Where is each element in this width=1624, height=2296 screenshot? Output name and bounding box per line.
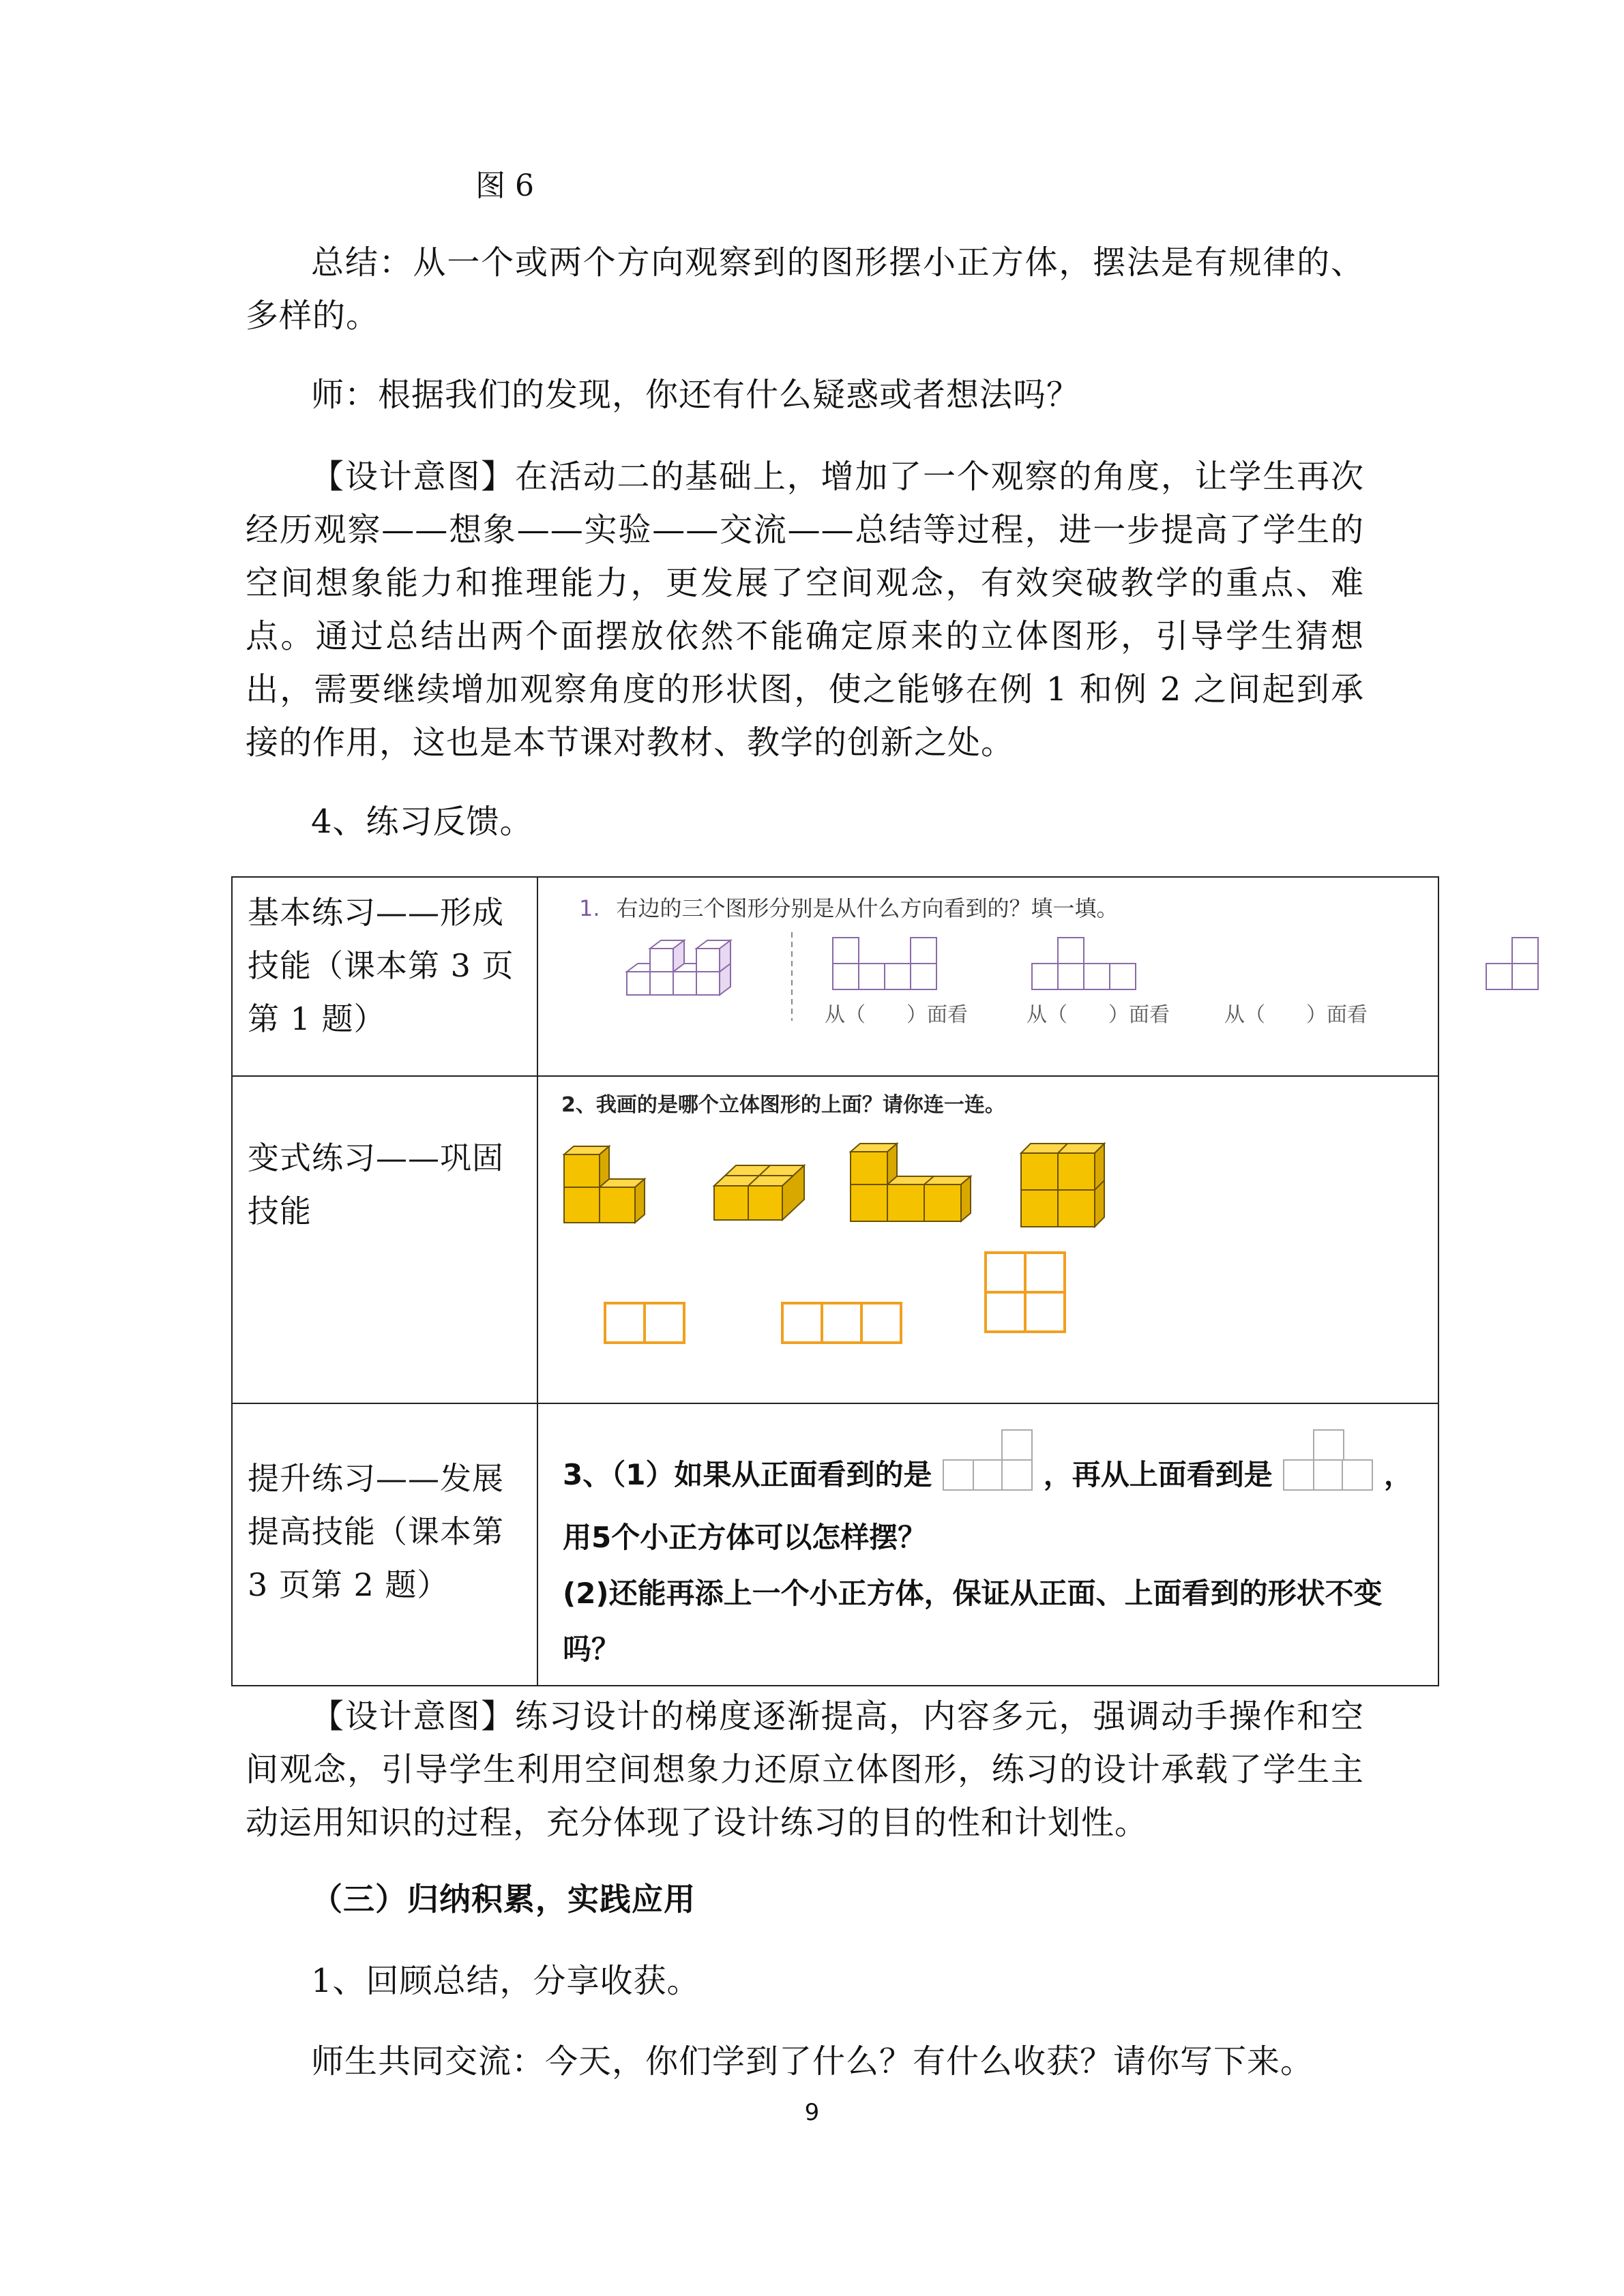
view-label-3: 从（ ）面看 bbox=[1224, 1003, 1368, 1027]
solid-figure-a bbox=[563, 1145, 651, 1227]
view-shape-2 bbox=[1031, 936, 1140, 991]
view-label-1: 从（ ）面看 bbox=[825, 1003, 968, 1027]
top-view-shape-b bbox=[781, 1302, 906, 1345]
question-3-part2: (2)还能再添上一个小正方体，保证从正面、上面看到的形状不变吗？ bbox=[563, 1577, 1383, 1666]
question-3-part1-a: 3、（1）如果从正面看到的是 bbox=[563, 1458, 932, 1491]
cube-figure-outline bbox=[620, 936, 736, 1011]
question-1-text: 右边的三个图形分别是从什么方向看到的？填一填。 bbox=[616, 895, 1119, 921]
design-intent-paragraph-2: 【设计意图】练习设计的梯度逐渐提高，内容多元，强调动手操作和空间观念，引导学生利用空间想象力还原立体图形，练习的设计承载了学生主动运用知识的过程，充分体现了设计练习的目的性和计划性。 bbox=[246, 1697, 1364, 1842]
view-label-2: 从（ ）面看 bbox=[1027, 1003, 1170, 1027]
view-3-outline bbox=[1483, 936, 1541, 992]
page-number: 9 bbox=[804, 2099, 820, 2126]
closing-exchange: 师生共同交流：今天，你们学到了什么？有什么收获？请你写下来。 bbox=[311, 2042, 1314, 2081]
solid-figure-b bbox=[713, 1159, 815, 1227]
question-3-part1-c: ， bbox=[1383, 1458, 1413, 1491]
table-row bbox=[233, 1403, 1438, 1685]
table-row bbox=[233, 878, 1438, 1075]
figure-label: 图 6 bbox=[475, 168, 534, 203]
exercise-label-variant: 变式练习——巩固技能 bbox=[233, 1077, 538, 1403]
view-shape-1 bbox=[831, 936, 941, 991]
exercise-content-basic bbox=[538, 878, 1438, 1075]
subsection-1-heading: 1、回顾总结，分享收获。 bbox=[311, 1962, 700, 2000]
question-1-number: 1. bbox=[579, 895, 600, 921]
solid-figure-d bbox=[1020, 1142, 1115, 1231]
top-view-shape-a bbox=[604, 1302, 688, 1345]
top-view-shape-c bbox=[984, 1251, 1069, 1336]
dashed-divider bbox=[791, 932, 793, 1021]
summary-paragraph: 总结：从一个或两个方向观察到的图形摆小正方体，摆法是有规律的、多样的。 bbox=[246, 243, 1364, 335]
solid-figure-c bbox=[849, 1142, 979, 1224]
top-view-grid bbox=[1282, 1429, 1374, 1510]
section-4-heading: 4、练习反馈。 bbox=[311, 803, 533, 841]
exercise-label-advanced: 提升练习——发展提高技能（课本第 3 页第 2 题） bbox=[233, 1404, 538, 1685]
question-2: 2、我画的是哪个立体图形的上面？请你连一连。 bbox=[561, 1093, 1005, 1117]
question-3-part1-d: 用5个小正方体可以怎样摆？ bbox=[563, 1521, 927, 1554]
table-row bbox=[233, 1075, 1438, 1403]
exercise-content-advanced bbox=[538, 1404, 1438, 1685]
exercise-table bbox=[231, 876, 1439, 1686]
question-1 bbox=[579, 891, 1119, 923]
teacher-question: 师：根据我们的发现，你还有什么疑惑或者想法吗？ bbox=[311, 376, 1080, 414]
exercise-content-variant bbox=[538, 1077, 1438, 1403]
question-3-part1-b: ，再从上面看到是 bbox=[1043, 1458, 1273, 1491]
front-view-grid bbox=[942, 1429, 1033, 1510]
question-3 bbox=[563, 1429, 1424, 1678]
design-intent-paragraph-1: 【设计意图】在活动二的基础上，增加了一个观察的角度，让学生再次经历观察——想象——实验——交流——总结等过程，进一步提高了学生的空间想象能力和推理能力，更发展了空间观念，有效突破教学的重点、难点。通过总结出两个面摆放依然不能确定原来的立体图形，引导学生猜想出，需要继续增加观察角度的形状图，使之能够在例 1 和例 2 之间起到承接的作用，这也是本节课对教材、教学的创新之处。 bbox=[246, 458, 1364, 762]
exercise-label-basic: 基本练习——形成技能（课本第 3 页第 1 题） bbox=[233, 878, 538, 1075]
section-3-heading: （三）归纳积累，实践应用 bbox=[311, 1881, 696, 1918]
